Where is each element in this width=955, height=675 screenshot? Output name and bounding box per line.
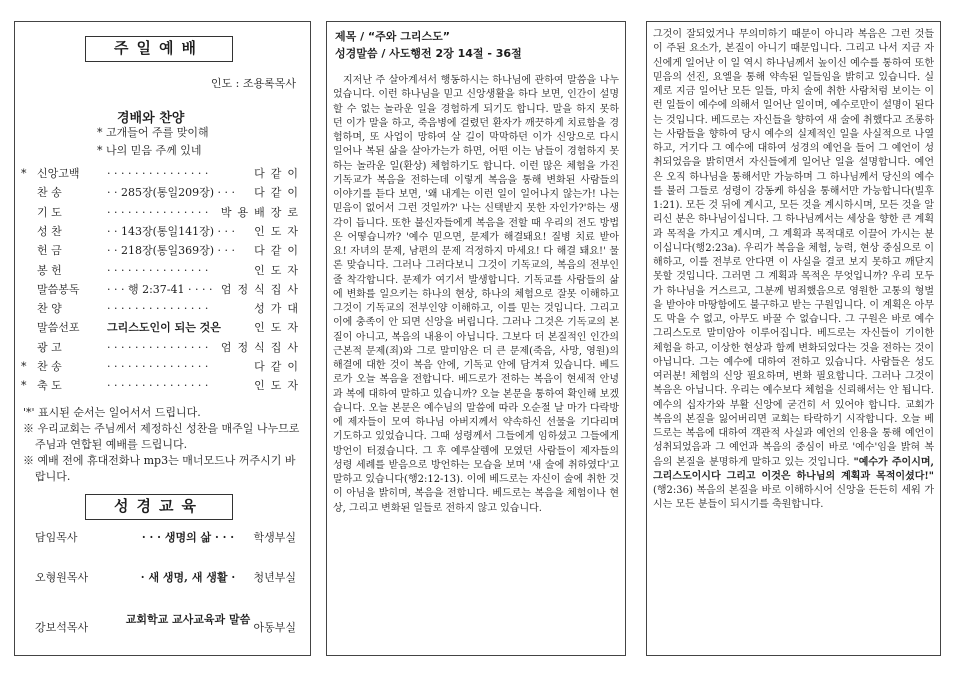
order-leader: 인도자 — [254, 263, 304, 277]
order-row — [21, 377, 304, 395]
order-row — [21, 165, 304, 183]
education-teacher: 담임목사 — [35, 531, 78, 544]
worship-leader: 인도 : 조용록목사 — [210, 77, 296, 90]
sermon-continued-panel — [646, 21, 941, 656]
order-leader: 인도자 — [254, 224, 304, 238]
order-row — [21, 339, 304, 357]
order-item: 기 도 — [37, 205, 62, 219]
education-room: 청년부실 — [253, 571, 296, 584]
education-room: 아동부실 — [253, 621, 296, 634]
order-content: · · · · · · · · · · · · · · · — [107, 167, 209, 180]
education-topic: · 새 생명, 새 생활 · — [140, 571, 236, 584]
order-item: 말씀봉독 — [37, 282, 80, 296]
order-leader: 엄정식집사 — [220, 340, 304, 354]
worship-title: 주일예배 — [85, 36, 233, 62]
order-mark: * — [21, 167, 27, 180]
education-topic: · · · 생명의 삶 · · · — [141, 531, 235, 544]
order-content: · · 285장(통일209장) · · · — [107, 186, 236, 200]
sermon-emphasis: "예수가 주이시며, 그리스도이시다 그리고 이것은 하나님의 계획과 목적이셨다!" — [653, 456, 935, 482]
sermon-continued-body — [653, 28, 934, 513]
order-content: · · 218장(통일369장) · · · — [107, 244, 236, 258]
order-item: 헌 금 — [37, 244, 62, 258]
order-item: 봉 헌 — [37, 263, 62, 277]
note: ※ 우리교회는 주님께서 제정하신 성찬을 매주일 나누므로 주님과 연합된 예배를 드립니다. — [23, 422, 300, 451]
education-room: 학생부실 — [253, 531, 296, 544]
order-leader: 인도자 — [254, 321, 304, 335]
education-title: 성경교육 — [85, 494, 233, 520]
order-row — [21, 262, 304, 280]
sermon-scripture: 성경말씀 / 사도행전 2장 14절 - 36절 — [335, 47, 522, 60]
order-mark: * — [21, 360, 27, 373]
order-item: 성 찬 — [37, 224, 62, 238]
order-leader: 다같이 — [254, 167, 304, 180]
sermon-header — [335, 28, 617, 62]
order-leader: 성가대 — [254, 302, 304, 316]
order-item: 찬 송 — [37, 360, 62, 373]
order-leader: 다같이 — [254, 186, 304, 200]
order-content: · · · · · · · · · · · · · · · — [107, 302, 209, 316]
worship-panel — [14, 21, 311, 656]
order-item: 신앙고백 — [37, 167, 80, 180]
worship-notes — [23, 405, 302, 485]
education-teacher: 강보석목사 — [35, 621, 89, 634]
sermon-panel — [326, 21, 626, 656]
order-row — [21, 319, 304, 337]
sermon-continued-text: 그것이 잘되었거나 무의미하기 때문이 아니라 복음은 그런 것들이 주된 요소가, 본질이 아니기 때문입니다. 그리고 나서 지금 자신에게 일어난 이 일 역시 하나님께서 높이신 예수를 통하여 또한 믿음의 선진, 요엘을 통해 약속된 일들임을 밝히고 있습니다. 실제로 지금 일어난 모든 일들, 마치 술에 취한 사람처럼 보이는 이런 일들이 예수에 의해서 일어난 일이며, 예수로만이 설명이 된다는 것입니다. 베드로는 자신들을 향하여 새 술에 취했다고 조롱하는 사람들을 향하여 당시 예수의 실제적인 일을 사실적으로 나열하고, 거기다 그 예수에 대하여 성경의 예언을 들어 그 예언이 성취되었음을 밝히면서 자신들에게 일어난 일을 설명합니다. 예언은 오직 하나님을 통해서만 가능하며 그 하나님께서 당신의 예수를 불러 그들로 성령이 강동케 하심을 통해서만 가능합니다(빌후1:21). 모든 것 뒤에 계시고, 모든 것을 계시하시며, 모든 것을 알리신 분은 하나님이십니다. 그 하나님께서는 세상을 향한 큰 계획과 목적을 가지고 계시며, 그 계획과 목적대로 이끌어 가시는 분이십니다(행2:23a). 우리가 복음을 체험, 능력, 현상 중심으로 이해하고, 이를 전부로 안다면 이 사실을 결코 보지 못하고 깨닫지 못할 것입니다. 그러면 그 계획과 목적은 무엇입니까? 우리 모두가 하나님을 거스르고, 그분께 범죄했음으로 영원한 고통의 형벌을 받아야 마땅함에도 불구하고 받는 구원입니다. 이 계획은 아무도 막을 수 없고, 아무도 바꿀 수 없습니다. 그 구원은 바로 예수 그리스도로 말미암아 이루어집니다. 베드로는 자신들이 기이한 체험을 하고, 이상한 현상과 함께 변화되었다는 것을 전하는 것이 아닙니다. 그는 예수에 대하여 전하고 있습니다. 사람들은 성도 여러분! 체험의 신앙 필요하며, 변화 필요합니다. 그러나 그것이 복음은 아닙니다. 우리는 예수보다 체험을 신뢰해서는 안 됩니다. 예수의 십자가와 부활 신앙에 굳건히 서 있어야 합니다. 교회가 복음의 본질을 잃어버리면 교회는 타락하기 시작합니다. 오늘 베드로는 복음에 대하여 객관적 사실과 예언의 인용을 통해 예언이 성취되었음과 그 예언과 복음의 중심이 바로 '예수'임을 밝혀 복음의 본질을 분명하게 말하고 있는 것입니다. — [653, 29, 934, 468]
order-row — [21, 242, 304, 260]
order-row — [21, 184, 304, 202]
order-item: 찬 양 — [37, 302, 62, 316]
order-content: · · · · · · · · · · · · · · · — [107, 340, 209, 354]
order-content: 그리스도인이 되는 것은 — [107, 321, 221, 335]
order-item: 찬 송 — [37, 186, 62, 200]
order-item: 말씀선포 — [37, 321, 80, 335]
order-leader: 다같이 — [254, 360, 304, 373]
order-item: 광 고 — [37, 340, 62, 354]
education-teacher: 오형원목사 — [35, 571, 89, 584]
order-mark: * — [21, 379, 27, 393]
order-content: · · · · · · · · · · · · · · · — [107, 263, 209, 277]
education-topic: 교회학교 교사교육과 말씀 — [125, 613, 251, 626]
order-row — [21, 281, 304, 299]
order-content: · · · 행 2:37-41 · · · · — [107, 282, 213, 296]
sermon-body — [333, 74, 619, 516]
order-content: · · 143장(통일141장) · · · — [107, 224, 236, 238]
sermon-closing: (행2:36) 복음의 본질을 바로 이해하시어 신앙을 든든히 세워 가시는 모든 분들이 되시기를 축원합니다. — [653, 485, 934, 511]
order-row — [21, 204, 304, 222]
order-leader: 엄정식집사 — [220, 282, 304, 296]
order-row — [21, 358, 304, 376]
note: ※ 예배 전에 휴대전화나 mp3는 매너모드나 꺼주시기 바랍니다. — [23, 454, 296, 483]
order-content: · · · · · · · · · · · · · · · — [107, 205, 209, 219]
order-content: · · · · · · · · · · · · · · · — [107, 360, 209, 373]
praise-line-2: * 나의 믿음 주께 있네 — [97, 144, 202, 157]
order-leader: 인도자 — [254, 379, 304, 393]
sermon-paragraph: 지저난 주 살아계셔서 행동하시는 하나님에 관하여 말씀을 나누었습니다. 이런 하나님을 믿고 신앙생활을 하다 보면, 인간이 설명할 수 없는 놀라운 일을 경험하게 되기도 합니다. 말을 하지 못하던 이가 말을 하고, 죽음병에 걸렸던 환자가 깨끗하게 치료함을 경험하며, 또 사업이 망하여 살 길이 막막하던 이가 신앙으로 다시 일어나 복된 삶을 살아가는가 하면, 어떤 이는 남들이 경험하지 못하는 놀라운 일(환상) 체험하기도 합니다. 이런 많은 체험을 가진 기독교가 복음을 전하는데 이렇게 복음을 통해 변화된 사람들의 이야기를 듣다 보면, '왜 내게는 이런 일이 일어나지 않는가! 나는 믿음이 없어서 그런 것일까?' 나는 신택받지 못한 자인가?'하는 생각이 듭니다. 또한 불신자들에게 복음을 전할 때 우리의 전도 방법은 어떻습니까? '예수 믿으면, 문제가 해결돼요! 질병 치료 받아요! 자녀의 문제, 남편의 문제 걱정하지 마세요! 다 해결 돼요!' 물론 맞습니다. 그러나 그러다보니 그것이 기독교의, 복음의 전부인 줄 착각합니다. 문제가 여기서 발생합니다. 기독교를 사람들의 삶에 변화를 일으키는 하나의 현상, 하나의 체험으로 잘못 이해하고 그것이 기독교의 전부인양 이해하고, 이를 믿는 것입니다. 그리고 이에 충족이 안 되면 신앙을 버립니다. 그러나 그것은 기독교의 본질이 아니고, 복음의 내용이 아닙니다. 그보다 더 본질적인 인간의 근본적 문제(죄)와 그로 말미암은 더 큰 문제(죽음, 사망, 영원)의 해결에 대한 것이 복음 안에, 기독교 안에 담겨져 있습니다. 베드로가 오늘 복음을 전합니다. 베드로가 전하는 복음이 현세적 안녕과 복에 대하여 말하고 있습니까? 오늘 본문을 통하여 확인해 보겠습니다. 오늘 본문은 예수님의 말씀에 따라 오순절 날 마가 다락방에 제자들이 모여 하나님 아버지께서 약속하신 선물을 기다리며 기도하고 있었습니다. 그때 성령께서 그들에게 임하셨고 그들에게 방언이 터졌습니다. 그 후 예루살렘에 모였던 사람들이 제자들의 성령 세례를 받음으로 방언하는 모습을 보며 '새 술에 취하였다'고 말하고 있습니다(행2:12-13). 이에 베드로는 자신이 술에 취한 것이 아님을 밝히며, 복음을 전합니다. 베드로는 복음을 체험이나 현상, 그리고 변화된 일들로 전하지 않고 있습니다. — [333, 75, 619, 514]
praise-line-1: * 고개들어 주를 맞이해 — [97, 126, 209, 139]
order-item: 축 도 — [37, 379, 62, 393]
order-leader: 박용배장로 — [220, 205, 304, 219]
note: '*' 표시된 순서는 일어서서 드립니다. — [23, 406, 201, 419]
sermon-title: 제목 / “주와 그리스도” — [335, 30, 450, 43]
order-row — [21, 223, 304, 241]
order-content: · · · · · · · · · · · · · · · — [107, 379, 209, 393]
order-row — [21, 300, 304, 318]
praise-subtitle: 경배와 찬양 — [117, 111, 185, 126]
order-leader: 다같이 — [254, 244, 304, 258]
